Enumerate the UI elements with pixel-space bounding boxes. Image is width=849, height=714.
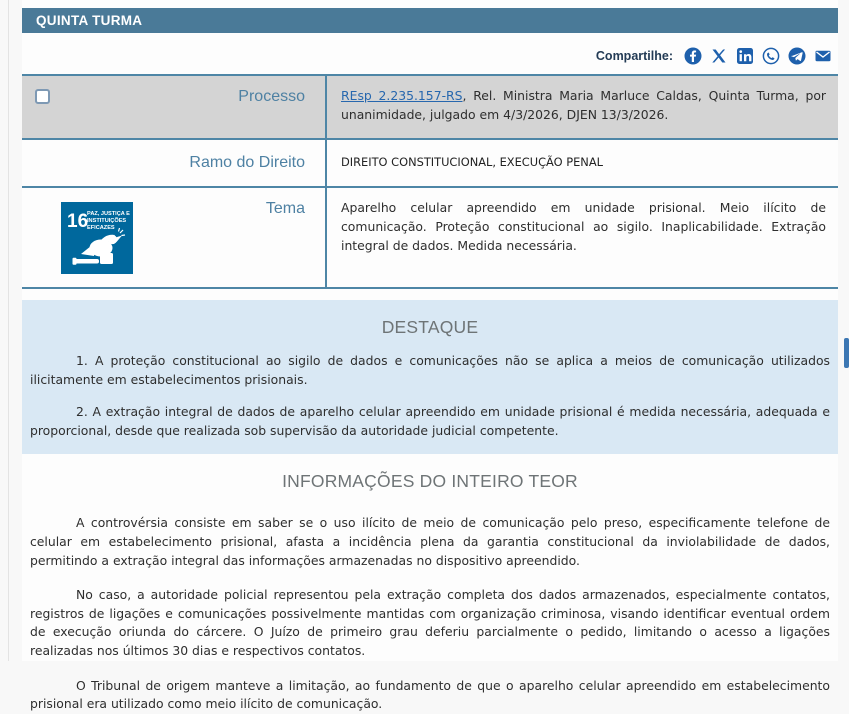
tema-value-cell: [327, 188, 838, 287]
whatsapp-icon[interactable]: [762, 47, 780, 65]
processo-label: Processo: [238, 88, 305, 105]
teor-paragraph-2: No caso, a autoridade policial representou pela extração completa dos dados armazenados, especialmente contatos, registros de ligações e comunicações possivelmente mantidas com organização criminosa, visando identificar eventual ordem de execução oriunda do cárcere. O Juízo de primeiro grau deferiu parcialmente o pedido, limitando o acesso a ligações realizadas nos últimos 30 dias e respectivos contatos.: [30, 587, 830, 659]
table-row-tema: [22, 186, 838, 289]
section-header-quinta-turma: [22, 8, 838, 33]
table-row-ramo-do-direito: [22, 138, 838, 186]
inteiro-teor-heading: INFORMAÇÕES DO INTEIRO TEOR: [282, 471, 578, 492]
section-title: QUINTA TURMA: [36, 13, 143, 28]
processo-label-cell: [22, 76, 327, 138]
teor-paragraph-1: A controvérsia consiste em saber se o uso ilícito de meio de comunicação pelo preso, especificamente telefone de celular em estabelecimento prisional, afasta a incidência plena da garantia constitucional da inviolabilidade de dados, permitindo a extração integral das informações armazenadas no dispositivo apreendido.: [30, 515, 830, 568]
sdg-goal-16-icon[interactable]: [61, 202, 133, 274]
svg-text:PAZ, JUSTIÇA E: PAZ, JUSTIÇA E: [87, 211, 130, 217]
svg-text:16: 16: [67, 211, 89, 232]
facebook-icon[interactable]: [684, 47, 702, 65]
destaque-paragraph-2: 2. A extração integral de dados de aparelho celular apreendido em unidade prisional é medida necessária, adequada e proporcional, desde que realizada sob supervisão da autoridade judicial competente.: [30, 404, 830, 438]
share-label: Compartilhe:: [595, 48, 673, 63]
select-record-checkbox[interactable]: [35, 89, 50, 104]
destaque-paragraph-1: 1. A proteção constitucional ao sigilo de dados e comunicações não se aplica a meios de comunicação utilizados ilicitamente em estabelecimentos prisionais.: [30, 353, 830, 387]
svg-text:INSTITUIÇÕES: INSTITUIÇÕES: [87, 218, 127, 224]
scrollbar-thumb[interactable]: [844, 338, 849, 368]
svg-text:EFICAZES: EFICAZES: [87, 225, 115, 231]
page-left-divider: [8, 0, 9, 661]
telegram-icon[interactable]: [788, 47, 806, 65]
linkedin-icon[interactable]: [736, 47, 754, 65]
jurisprudence-document: [22, 0, 838, 712]
destaque-section: [22, 300, 838, 454]
x-twitter-icon[interactable]: [710, 47, 728, 65]
teor-paragraph-3: O Tribunal de origem manteve a limitação, ao fundamento de que o aparelho celular apreendido em estabelecimento prisional era utilizado como meio ilícito de comunicação.: [30, 677, 830, 712]
tema-label-cell: [22, 188, 327, 287]
email-icon[interactable]: [814, 47, 832, 65]
ramo-value-cell: [327, 140, 838, 186]
processo-link[interactable]: REsp 2.235.157-RS: [341, 88, 463, 103]
processo-citation: [341, 86, 826, 124]
destaque-heading: DESTAQUE: [381, 317, 479, 337]
tema-label: Tema: [265, 200, 305, 217]
judgment-record-table: [22, 74, 838, 289]
share-bar: [22, 46, 838, 65]
ramo-value: DIREITO CONSTITUCIONAL, EXECUÇÃO PENAL: [341, 155, 603, 170]
processo-value-cell: [327, 76, 838, 138]
inteiro-teor-body: [22, 496, 838, 713]
processo-citation-text: , Rel. Ministra Maria Marluce Caldas, Quinta Turma, por unanimidade, julgado em 4/3/2026, DJEN 13/3/2026.: [341, 88, 826, 123]
tema-value: Aparelho celular apreendido em unidade prisional. Meio ilícito de comunicação. Proteção constitucional ao sigilo. Inaplicabilidade. Extração integral de dados. Medida necessária.: [341, 200, 826, 254]
ramo-label: Ramo do Direito: [189, 154, 305, 171]
table-row-processo: [22, 74, 838, 138]
ramo-label-cell: [22, 140, 327, 186]
